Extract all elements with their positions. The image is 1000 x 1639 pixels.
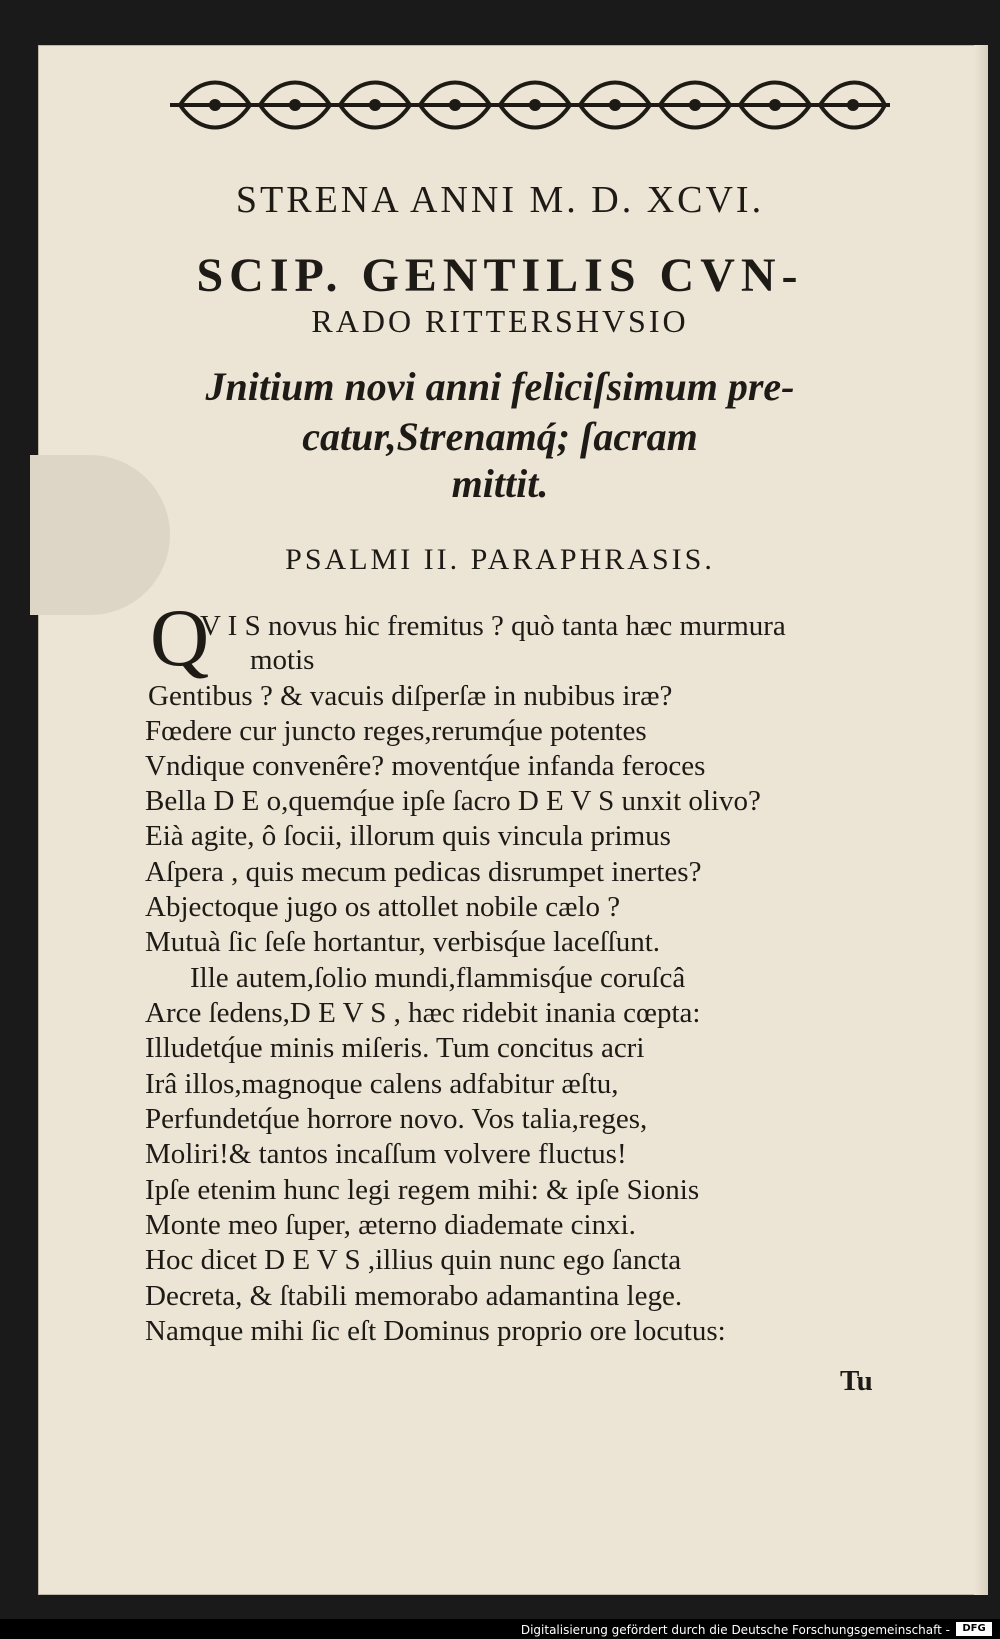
heading-line-2: SCIP. GENTILIS CVN- bbox=[196, 249, 804, 302]
section-title: PSALMI II. PARAPHRASIS. bbox=[285, 543, 715, 576]
subtitle-line-1: Jnitium novi anni feliciſsimum pre- bbox=[205, 364, 795, 409]
catchword: Tu bbox=[840, 1365, 873, 1397]
verse-line: Perfundetq́ue horrore novo. Vos talia,reges, bbox=[145, 1103, 648, 1135]
verse-line: Monte meo ſuper, æterno diademate cinxi. bbox=[145, 1209, 636, 1241]
verse-line: Ille autem,ſolio mundi,flammisq́ue coruſcâ bbox=[190, 962, 686, 994]
verse-line: Mutuà ſic ſeſe hortantur, verbisq́ue laceſſunt. bbox=[145, 926, 661, 958]
verse-line: motis bbox=[250, 644, 315, 676]
verse-line: Eià agite, ô ſocii, illorum quis vincula primus bbox=[145, 820, 671, 852]
verse-line: Moliri!& tantos incaſſum volvere fluctus! bbox=[145, 1138, 627, 1170]
ornament-border-icon bbox=[170, 70, 890, 140]
drop-cap: Q bbox=[150, 592, 210, 683]
verse-line: Fœdere cur juncto reges,rerumq́ue potentes bbox=[145, 715, 647, 747]
subtitle-line-2: catur,Strenamq́; ſacram bbox=[302, 414, 698, 459]
footer-text: Digitalisierung gefördert durch die Deutsche Forschungsgemeinschaft - bbox=[520, 1623, 950, 1637]
verse-line: Decreta, & ſtabili memorabo adamantina lege. bbox=[145, 1280, 683, 1312]
verse-line: Irâ illos,magnoque calens adfabitur æſtu, bbox=[145, 1068, 619, 1100]
verse-line: Gentibus ? & vacuis diſperſæ in nubibus iræ? bbox=[148, 680, 673, 712]
dfg-logo-icon: DFG bbox=[956, 1622, 992, 1636]
subtitle-line-3: mittit. bbox=[451, 461, 549, 506]
verse-line: Illudetq́ue minis miſeris. Tum concitus acri bbox=[145, 1032, 645, 1064]
verse-line: V I S novus hic fremitus ? quò tanta hæc murmura bbox=[200, 610, 786, 642]
verse-line: Ipſe etenim hunc legi regem mihi: & ipſe Sionis bbox=[145, 1174, 700, 1206]
heading-line-1: STRENA ANNI M. D. XCVI. bbox=[235, 179, 765, 221]
verse-line: Hoc dicet D E V S ,illius quin nunc ego ſancta bbox=[145, 1244, 682, 1276]
verse-line: Bella D E o,quemq́ue ipſe ſacro D E V S unxit olivo? bbox=[145, 785, 761, 817]
footer-bar bbox=[0, 1619, 1000, 1639]
verse-line: Namque mihi ſic eſt Dominus proprio ore locutus: bbox=[145, 1315, 726, 1347]
verse-line: Abjectoque jugo os attollet nobile cælo ? bbox=[145, 891, 621, 923]
verse-line: Arce ſedens,D E V S , hæc ridebit inania cœpta: bbox=[145, 997, 701, 1029]
verse-line: Aſpera , quis mecum pedicas disrumpet inertes? bbox=[145, 856, 702, 888]
verse-line: Vndique convenêre? moventq́ue infanda feroces bbox=[145, 750, 706, 782]
heading-line-3: RADO RITTERSHVSIO bbox=[311, 303, 689, 339]
